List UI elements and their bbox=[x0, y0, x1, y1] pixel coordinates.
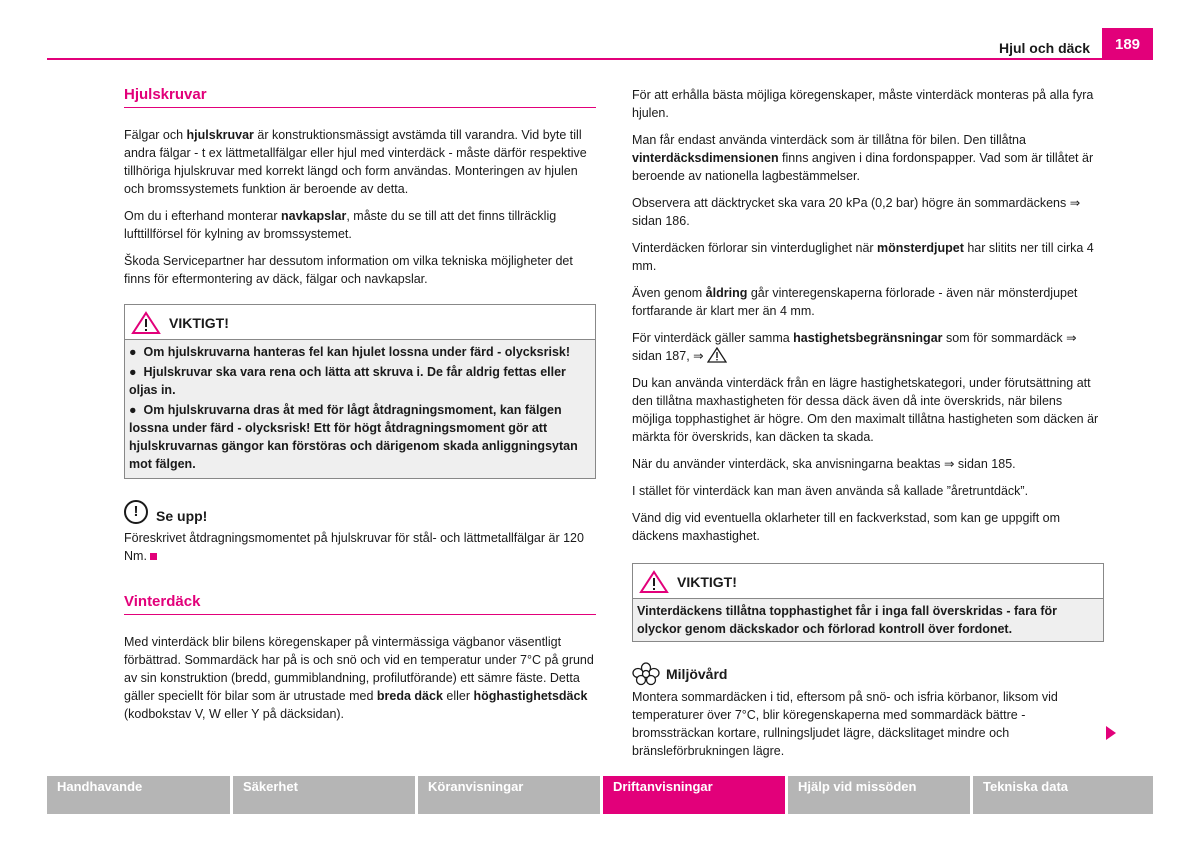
warning-box bbox=[124, 304, 596, 479]
paragraph bbox=[632, 239, 1104, 275]
warning-title: VIKTIGT! bbox=[677, 574, 737, 590]
warning-header bbox=[125, 305, 595, 340]
nav-tab-tekniska-data[interactable]: Tekniska data bbox=[973, 776, 1153, 814]
text-run: (kodbokstav V, W eller Y på däcksidan). bbox=[124, 707, 345, 721]
warning-item: ● Hjulskruvar ska vara rena och lätta att skruva i. De får aldrig fettas eller oljas in. bbox=[129, 365, 566, 397]
right-column bbox=[632, 86, 1104, 769]
caution-header bbox=[124, 499, 596, 525]
end-of-section-mark bbox=[150, 553, 157, 560]
warning-item: ● Om hjulskruvarna dras åt med för lågt åtdragningsmoment, kan fälgen lossna under färd - olycksrisk! Ett för högt åtdragningsmoment gör att hjulskruvarnas gängor kan förstöras och därigenom skada anliggningsytan mot fälgen. bbox=[129, 403, 578, 471]
page-number: 189 bbox=[1102, 28, 1153, 60]
caution-text-run: Föreskrivet åtdragningsmomentet på hjulskruvar för stål- och lättmetallfälgar är 120 Nm. bbox=[124, 531, 584, 563]
warning-item-text: Hjulskruvar ska vara rena och lätta att skruva i. De får aldrig fettas eller oljas in. bbox=[129, 365, 566, 397]
warning-body: Vinterdäckens tillåtna topphastighet får i inga fall överskridas - fara för olyckor genom däckskador och förlorad kontroll över fordonet. bbox=[633, 599, 1103, 641]
text-run: Om du i efterhand monterar bbox=[124, 209, 282, 223]
caution-exclamation-icon: ! bbox=[124, 500, 148, 524]
text-run: är konstruktionsmässigt avstämda till varandra. Vid byte till andra fälgar - t ex lättmetallfälgar eller hjul med vinterdäck - måste därför respektive tillhöriga hjulskruvar med korrekt längd och form användas. Monteringen av hjulen och bromssystemets funktion är beroende av detta. bbox=[124, 128, 587, 196]
bold-term: höghastighetsdäck bbox=[473, 689, 588, 703]
warning-box bbox=[632, 563, 1104, 642]
paragraph: Du kan använda vinterdäck från en lägre hastighetskategori, under förutsättning att den tillåtna maxhastigheten för dessa däck även då inte överskrids, när bilens möjliga topphastighet är högre. Om den maximalt tillåtna hastigheten som däcken är märkta för överskrids, kan däcken ta skada. bbox=[632, 376, 1099, 444]
paragraph bbox=[632, 131, 1104, 185]
nav-tab-koranvisningar[interactable]: Köranvisningar bbox=[418, 776, 600, 814]
bold-term: breda däck bbox=[376, 689, 443, 703]
chapter-nav bbox=[47, 776, 1153, 814]
text-run: går vinteregenskaperna förlorade - även när mönsterdjupet fortfarande är klart mer än 4 mm. bbox=[632, 286, 1078, 318]
text-run: Fälgar och bbox=[124, 128, 187, 142]
paragraph: Observera att däcktrycket ska vara 20 kPa (0,2 bar) högre än sommardäckens ⇒ sidan 186. bbox=[632, 196, 1081, 228]
warning-header bbox=[633, 564, 1103, 599]
warning-triangle-icon bbox=[639, 570, 669, 594]
paragraph bbox=[124, 633, 596, 723]
text-run: eller bbox=[442, 689, 474, 703]
environment-header bbox=[632, 662, 1104, 686]
flower-icon bbox=[632, 662, 660, 686]
paragraph bbox=[632, 284, 1104, 320]
bold-term: vinterdäcksdimensionen bbox=[632, 151, 779, 165]
warning-body bbox=[125, 340, 595, 478]
paragraph: När du använder vinterdäck, ska anvisningarna beaktas ⇒ sidan 185. bbox=[632, 457, 1016, 471]
warning-item: ● Om hjulskruvarna hanteras fel kan hjulet lossna under färd - olycksrisk! bbox=[129, 345, 571, 359]
paragraph: Vänd dig vid eventuella oklarheter till en fackverkstad, som kan ge uppgift om däckens maxhastighet. bbox=[632, 511, 1061, 543]
bold-term: åldring bbox=[705, 286, 748, 300]
text-run: finns angiven i dina fordonspapper. Vad som är tillåtet är beroende av nationella lagbestämmelser. bbox=[632, 151, 1094, 183]
paragraph bbox=[632, 329, 1104, 365]
text-run: Vinterdäcken förlorar sin vinterduglighet när bbox=[632, 241, 878, 255]
nav-tab-driftanvisningar[interactable]: Driftanvisningar bbox=[603, 776, 785, 814]
paragraph: För att erhålla bästa möjliga köregenskaper, måste vinterdäck monteras på alla fyra hjulen. bbox=[632, 88, 1094, 120]
text-run: Med vinterdäck blir bilens köregenskaper på vintermässiga vägbanor väsentligt förbättrad. Sommardäck har på is och snö och vid en temperatur under 7°C på grund av sin konstruktion (bredd, gummiblandning, profilutförande) ett sämre fäste. Detta gäller speciellt för bilar som är utrustade med bbox=[124, 635, 594, 703]
bold-term: hjulskruvar bbox=[186, 128, 254, 142]
paragraph bbox=[124, 126, 596, 198]
text-run: Även genom bbox=[632, 286, 706, 300]
environment-text: Montera sommardäcken i tid, eftersom på snö- och isfria körbanor, liksom vid temperaturer över 7°C, blir köregenskaperna med sommardäck bättre - bromssträckan kortare, rullningsljudet lägre, däckslitaget mindre och bränsleförbrukningen lägre. bbox=[632, 690, 1058, 758]
section-title-vinterdack: Vinterdäck bbox=[124, 593, 596, 615]
environment-title: Miljövård bbox=[666, 666, 728, 682]
running-header-title: Hjul och däck bbox=[998, 40, 1090, 56]
caution-title: Se upp! bbox=[156, 508, 208, 524]
header-rule bbox=[47, 58, 1153, 60]
nav-tab-hjalp-vid-missoden[interactable]: Hjälp vid missöden bbox=[788, 776, 970, 814]
left-column bbox=[124, 86, 596, 732]
text-run: som för sommardäck ⇒ sidan 187, ⇒ bbox=[632, 331, 1077, 363]
section-title-hjulskruvar: Hjulskruvar bbox=[124, 86, 596, 108]
warning-title: VIKTIGT! bbox=[169, 315, 229, 331]
nav-tab-handhavande[interactable]: Handhavande bbox=[47, 776, 230, 814]
nav-tab-sakerhet[interactable]: Säkerhet bbox=[233, 776, 415, 814]
bold-term: mönsterdjupet bbox=[877, 241, 964, 255]
warning-item-text: Om hjulskruvarna hanteras fel kan hjulet lossna under färd - olycksrisk! bbox=[143, 345, 571, 359]
warning-triangle-icon bbox=[131, 311, 161, 335]
warning-reference-icon[interactable] bbox=[707, 347, 727, 363]
next-page-arrow-icon[interactable] bbox=[1106, 726, 1116, 740]
text-run: För vinterdäck gäller samma bbox=[632, 331, 794, 345]
bold-term: hastighetsbegränsningar bbox=[793, 331, 943, 345]
bold-term: navkapslar bbox=[281, 209, 347, 223]
text-run: har slitits ner till cirka 4 mm. bbox=[632, 241, 1094, 273]
warning-item-text: Om hjulskruvarna dras åt med för lågt åtdragningsmoment, kan fälgen lossna under färd - olycksrisk! Ett för högt åtdragningsmoment gör att hjulskruvarnas gängor kan förstöras och därigenom skada anliggningsytan mot fälgen. bbox=[129, 403, 578, 471]
text-run: Man får endast använda vinterdäck som är tillåtna för bilen. Den tillåtna bbox=[632, 133, 1026, 147]
paragraph: I stället för vinterdäck kan man även använda så kallade ”åretruntdäck”. bbox=[632, 484, 1029, 498]
caution-text bbox=[124, 529, 596, 565]
paragraph bbox=[124, 207, 596, 243]
paragraph: Škoda Servicepartner har dessutom information om vilka tekniska möjligheter det finns för eftermontering av däck, fälgar och navkapslar. bbox=[124, 254, 573, 286]
text-run: , måste du se till att det finns tillräcklig lufttillförsel för kylning av bromssystemet. bbox=[124, 209, 557, 241]
